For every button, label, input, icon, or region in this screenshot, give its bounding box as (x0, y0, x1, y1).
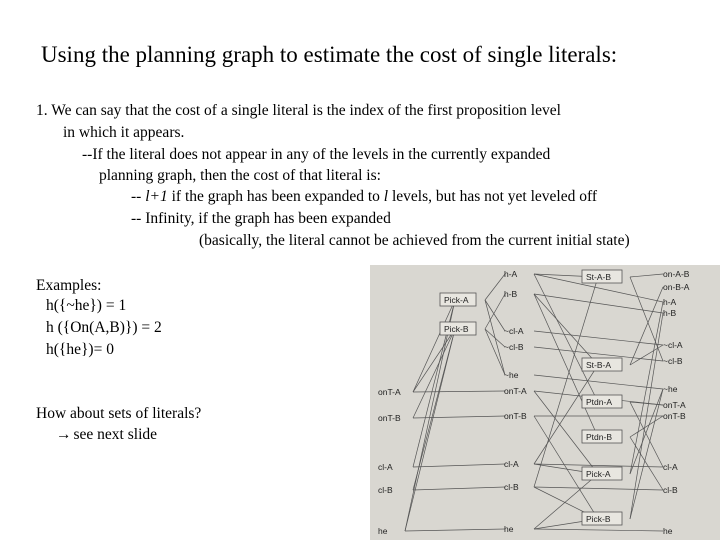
graph-edge (413, 416, 505, 418)
level2-h-b: h-B (663, 308, 677, 318)
level0-he: he (378, 526, 388, 536)
action2-ptdn-a: Ptdn-A (586, 397, 612, 407)
graph-edge (485, 329, 505, 375)
example-2: h ({On(A,B)}) = 2 (46, 319, 162, 336)
math-l-plus-1: l+1 (145, 188, 168, 205)
expanded-text: if the graph has been expanded to (167, 188, 384, 205)
level1-ont-b: onT-B (504, 411, 527, 421)
level2-cl-b: ~cl-B (663, 356, 683, 366)
sub-point-l-plus-1 (131, 187, 597, 207)
level0-ont-a: onT-A (378, 387, 401, 397)
graph-edge (413, 391, 505, 392)
graph-edge (630, 302, 663, 474)
level1-cl-a: cl-A (504, 459, 519, 469)
point-1-line-1: 1. We can say that the cost of a single literal is the index of the first proposition level (36, 102, 561, 119)
level1-he: he (504, 524, 514, 534)
sub-point-line-1: --If the literal does not appear in any of the levels in the currently expanded (82, 146, 551, 163)
examples-heading: Examples: (36, 277, 102, 294)
example-1: h({~he}) = 1 (46, 297, 127, 314)
level2-cl-a: ~cl-A (663, 340, 683, 350)
level2-cl-b: cl-B (663, 485, 678, 495)
graph-edge (534, 365, 598, 464)
level1-cl-b: ~cl-B (504, 342, 524, 352)
graph-edge (630, 389, 663, 519)
sets-question: How about sets of literals? (36, 405, 202, 422)
graph-edge (534, 529, 663, 531)
action1-pick-b: Pick-B (444, 324, 469, 334)
level2-he: ~he (663, 384, 678, 394)
see-next-slide-text: see next slide (73, 426, 158, 443)
level1-he: ~he (504, 370, 519, 380)
see-next-slide (56, 425, 157, 445)
graph-edge (485, 274, 505, 300)
graph-edge (630, 274, 663, 277)
graph-edge (405, 329, 455, 531)
action2-st-b-a: St-B-A (586, 360, 612, 370)
graph-edge (405, 529, 505, 531)
dash-prefix: -- (131, 188, 146, 205)
level2-he: he (663, 526, 673, 536)
level1-h-b: h-B (504, 289, 518, 299)
math-l: l (383, 188, 389, 205)
arrow-right-icon: → (56, 426, 72, 443)
graph-edge (534, 277, 598, 487)
graph-edge (413, 487, 505, 490)
graph-edge (630, 402, 663, 467)
sub-point-infinity-cont: (basically, the literal cannot be achieved from the current initial state) (199, 232, 630, 249)
graph-edge (630, 345, 663, 365)
graph-edge (534, 294, 663, 313)
action2-pick-a: Pick-A (586, 469, 611, 479)
graph-edge (534, 375, 663, 389)
graph-edge (630, 437, 663, 490)
action1-pick-a: Pick-A (444, 295, 469, 305)
level2-on-a-b: on-A-B (663, 269, 690, 279)
graph-edge (485, 300, 505, 331)
level1-h-a: h-A (504, 269, 518, 279)
action2-ptdn-b: Ptdn-B (586, 432, 612, 442)
level1-cl-a: ~cl-A (504, 326, 524, 336)
action2-st-a-b: St-A-B (586, 272, 612, 282)
action2-pick-b: Pick-B (586, 514, 611, 524)
point-1-line-2: in which it appears. (63, 124, 185, 141)
graph-edge (534, 487, 663, 490)
graph-edge (534, 294, 598, 365)
level1-ont-a: onT-A (504, 386, 527, 396)
graph-edge (413, 329, 455, 418)
graph-edge (413, 300, 455, 392)
example-3: h({he})= 0 (46, 341, 114, 358)
slide-title: Using the planning graph to estimate the cost of single literals: (41, 42, 618, 67)
graph-edge (413, 464, 505, 467)
level0-cl-a: cl-A (378, 462, 393, 472)
level2-ont-b: onT-B (663, 411, 686, 421)
planning-graph-figure (370, 265, 720, 540)
sub-point-infinity: -- Infinity, if the graph has been expanded (131, 210, 391, 227)
not-leveled-text: levels, but has not yet leveled off (388, 188, 598, 205)
level2-h-a: h-A (663, 297, 677, 307)
sub-point-line-2: planning graph, then the cost of that literal is: (99, 167, 381, 184)
level2-on-b-a: on-B-A (663, 282, 690, 292)
level1-cl-b: cl-B (504, 482, 519, 492)
level0-cl-b: cl-B (378, 485, 393, 495)
level0-ont-b: onT-B (378, 413, 401, 423)
planning-graph-svg (370, 265, 720, 540)
graph-edge (485, 329, 505, 347)
level2-ont-a: onT-A (663, 400, 686, 410)
level2-cl-a: cl-A (663, 462, 678, 472)
